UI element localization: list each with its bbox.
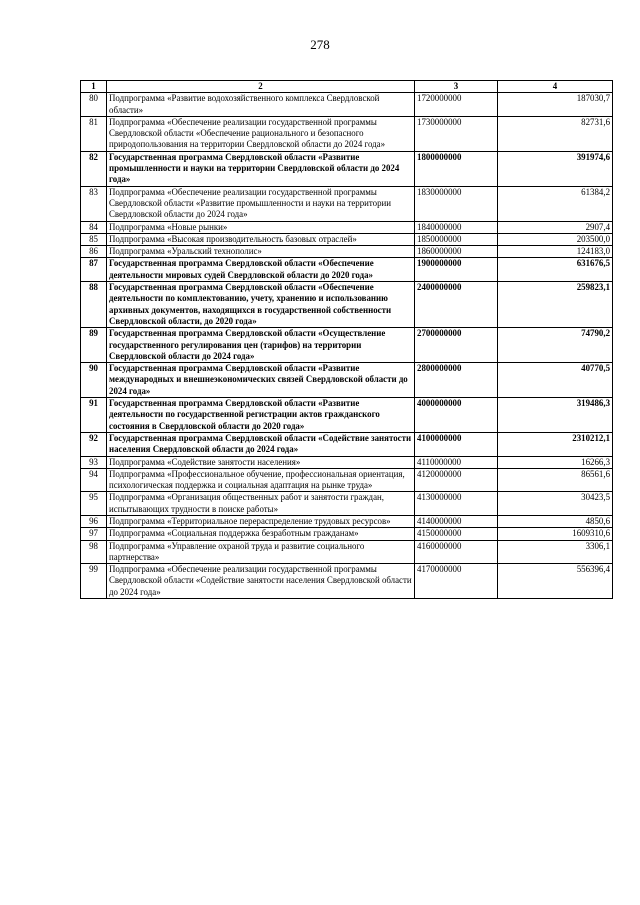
row-name: Подпрограмма «Новые рынки»	[107, 221, 415, 233]
row-number: 97	[81, 528, 107, 540]
row-number: 80	[81, 93, 107, 117]
header-col-4: 4	[498, 81, 613, 93]
page-number: 278	[310, 37, 330, 52]
row-code: 4130000000	[415, 492, 498, 516]
row-name: Подпрограмма «Уральский технополис»	[107, 246, 415, 258]
table-row	[81, 246, 613, 258]
row-code: 1900000000	[415, 258, 498, 282]
row-number: 96	[81, 515, 107, 527]
table-row	[81, 515, 613, 527]
row-amount: 1609310,6	[498, 528, 613, 540]
row-name: Государственная программа Свердловской области «Развитие промышленности и науки на территории Свердловской области до 2024 года»	[107, 151, 415, 186]
row-code: 1720000000	[415, 93, 498, 117]
row-name: Государственная программа Свердловской области «Осуществление государственного регулирования цен (тарифов) на территории Свердловской области до 2024 года»	[107, 328, 415, 363]
header-col-1: 1	[81, 81, 107, 93]
row-name: Подпрограмма «Обеспечение реализации государственной программы Свердловской области «Развитие промышленности и науки на территории Свердловской области до 2024 года»	[107, 186, 415, 221]
row-number: 81	[81, 116, 107, 151]
header-col-3: 3	[415, 81, 498, 93]
row-amount: 319486,3	[498, 398, 613, 433]
row-name: Подпрограмма «Социальная поддержка безработным гражданам»	[107, 528, 415, 540]
row-number: 99	[81, 564, 107, 599]
table-row	[81, 116, 613, 151]
row-code: 1730000000	[415, 116, 498, 151]
row-number: 98	[81, 540, 107, 564]
row-number: 90	[81, 363, 107, 398]
row-code: 4140000000	[415, 515, 498, 527]
row-amount: 40770,5	[498, 363, 613, 398]
table-row	[81, 233, 613, 245]
row-number: 85	[81, 233, 107, 245]
row-code: 1850000000	[415, 233, 498, 245]
row-amount: 4850,6	[498, 515, 613, 527]
row-number: 91	[81, 398, 107, 433]
row-amount: 259823,1	[498, 282, 613, 328]
row-number: 95	[81, 492, 107, 516]
row-amount: 187030,7	[498, 93, 613, 117]
table-row	[81, 398, 613, 433]
row-code: 2700000000	[415, 328, 498, 363]
row-name: Подпрограмма «Территориальное перераспределение трудовых ресурсов»	[107, 515, 415, 527]
table-row	[81, 93, 613, 117]
row-name: Подпрограмма «Управление охраной труда и развитие социального партнерства»	[107, 540, 415, 564]
table-row	[81, 528, 613, 540]
table-row	[81, 363, 613, 398]
row-number: 94	[81, 468, 107, 492]
row-number: 82	[81, 151, 107, 186]
row-amount: 124183,0	[498, 246, 613, 258]
row-code: 1840000000	[415, 221, 498, 233]
row-code: 4110000000	[415, 456, 498, 468]
row-code: 2400000000	[415, 282, 498, 328]
table-row	[81, 282, 613, 328]
budget-table	[80, 80, 613, 599]
row-code: 2800000000	[415, 363, 498, 398]
row-name: Подпрограмма «Обеспечение реализации государственной программы Свердловской области «Обеспечение рационального и безопасного природопользования на территории Свердловской области до 2024 года»	[107, 116, 415, 151]
row-name: Подпрограмма «Высокая производительность базовых отраслей»	[107, 233, 415, 245]
row-name: Государственная программа Свердловской области «Обеспечение деятельности мировых судей Свердловской области до 2020 года»	[107, 258, 415, 282]
row-amount: 74790,2	[498, 328, 613, 363]
row-number: 83	[81, 186, 107, 221]
header-col-2: 2	[107, 81, 415, 93]
row-amount: 556396,4	[498, 564, 613, 599]
row-number: 87	[81, 258, 107, 282]
row-amount: 16266,3	[498, 456, 613, 468]
row-amount: 2907,4	[498, 221, 613, 233]
table-row	[81, 151, 613, 186]
row-amount: 2310212,1	[498, 432, 613, 456]
table-row	[81, 328, 613, 363]
row-amount: 631676,5	[498, 258, 613, 282]
table-row	[81, 186, 613, 221]
table-row	[81, 432, 613, 456]
row-code: 4100000000	[415, 432, 498, 456]
row-amount: 30423,5	[498, 492, 613, 516]
table-row	[81, 492, 613, 516]
table-row	[81, 456, 613, 468]
table-row	[81, 468, 613, 492]
row-code: 4000000000	[415, 398, 498, 433]
table-row	[81, 258, 613, 282]
row-code: 1800000000	[415, 151, 498, 186]
row-name: Государственная программа Свердловской области «Обеспечение деятельности по комплектованию, учету, хранению и использованию архивных документов, находящихся в государственной собственности Свердловской области, до 2020 года»	[107, 282, 415, 328]
row-number: 89	[81, 328, 107, 363]
table-body	[81, 93, 613, 599]
row-name: Государственная программа Свердловской области «Содействие занятости населения Свердловской области до 2024 года»	[107, 432, 415, 456]
row-number: 92	[81, 432, 107, 456]
row-name: Подпрограмма «Организация общественных работ и занятости граждан, испытывающих трудности в поиске работы»	[107, 492, 415, 516]
row-amount: 61384,2	[498, 186, 613, 221]
row-name: Подпрограмма «Профессиональное обучение, профессиональная ориентация, психологическая поддержка и социальная адаптация на рынке труда»	[107, 468, 415, 492]
row-name: Подпрограмма «Развитие водохозяйственного комплекса Свердловской области»	[107, 93, 415, 117]
row-name: Государственная программа Свердловской области «Развитие международных и внешнеэкономических связей Свердловской области до 2024 года»	[107, 363, 415, 398]
row-amount: 82731,6	[498, 116, 613, 151]
row-amount: 3306,1	[498, 540, 613, 564]
row-number: 88	[81, 282, 107, 328]
row-code: 4170000000	[415, 564, 498, 599]
row-code: 1860000000	[415, 246, 498, 258]
row-number: 86	[81, 246, 107, 258]
row-code: 1830000000	[415, 186, 498, 221]
row-amount: 203500,0	[498, 233, 613, 245]
table-row	[81, 221, 613, 233]
row-name: Подпрограмма «Обеспечение реализации государственной программы Свердловской области «Содействие занятости населения Свердловской области до 2024 года»	[107, 564, 415, 599]
row-code: 4150000000	[415, 528, 498, 540]
row-amount: 391974,6	[498, 151, 613, 186]
table-row	[81, 540, 613, 564]
row-code: 4160000000	[415, 540, 498, 564]
table-header	[81, 81, 613, 93]
row-number: 93	[81, 456, 107, 468]
row-amount: 86561,6	[498, 468, 613, 492]
row-name: Государственная программа Свердловской области «Развитие деятельности по государственной регистрации актов гражданского состояния в Свердловской области до 2020 года»	[107, 398, 415, 433]
row-name: Подпрограмма «Содействие занятости населения»	[107, 456, 415, 468]
row-number: 84	[81, 221, 107, 233]
table-row	[81, 564, 613, 599]
row-code: 4120000000	[415, 468, 498, 492]
